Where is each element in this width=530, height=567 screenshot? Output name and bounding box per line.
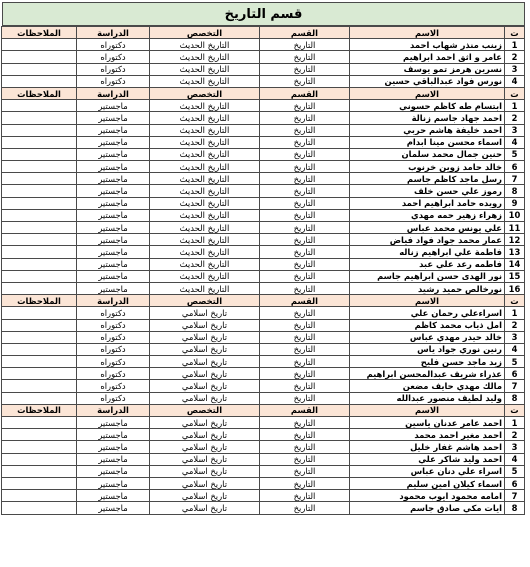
- cell-study[interactable]: ماجستير: [77, 185, 150, 197]
- header-dept: القسم: [260, 27, 350, 39]
- table-row: [2, 331, 525, 343]
- cell-department[interactable]: التاريخ: [260, 429, 350, 441]
- cell-study[interactable]: ماجستير: [77, 148, 150, 160]
- header-spec: التخصص: [150, 295, 260, 307]
- table-row: [2, 453, 525, 465]
- cell-study[interactable]: ماجستير: [77, 197, 150, 209]
- cell-study[interactable]: ماجستير: [77, 282, 150, 294]
- cell-notes[interactable]: [2, 161, 77, 173]
- cell-name[interactable]: احمد مغير احمد محمد: [350, 429, 505, 441]
- cell-number[interactable]: 16: [505, 282, 525, 294]
- cell-department[interactable]: التاريخ: [260, 209, 350, 221]
- cell-specialization[interactable]: التاريخ الحديث: [150, 209, 260, 221]
- cell-specialization[interactable]: تاريخ اسلامي: [150, 429, 260, 441]
- cell-notes[interactable]: [2, 453, 77, 465]
- cell-name[interactable]: زيد ماجد حسن فليح: [350, 356, 505, 368]
- table-row: [2, 234, 525, 246]
- cell-name[interactable]: امامه محمود ايوب محمود: [350, 490, 505, 502]
- cell-notes[interactable]: [2, 51, 77, 63]
- cell-study[interactable]: دكتوراه: [77, 392, 150, 404]
- cell-name[interactable]: حنين جمال محمد سلمان: [350, 148, 505, 160]
- cell-name[interactable]: مالك مهدي حايف مضعن: [350, 380, 505, 392]
- sheet-title: قسم التاريخ: [2, 2, 525, 26]
- cell-specialization[interactable]: التاريخ الحديث: [150, 258, 260, 270]
- cell-name[interactable]: عامر و اثق احمد ابراهيم: [350, 51, 505, 63]
- table-row: [2, 112, 525, 124]
- cell-name[interactable]: فاطمه رعد علي عبد: [350, 258, 505, 270]
- header-num: ت: [505, 404, 525, 416]
- cell-name[interactable]: احمد عامر عدنان ياسين: [350, 417, 505, 429]
- header-study: الدراسة: [77, 404, 150, 416]
- header-study: الدراسة: [77, 27, 150, 39]
- table-row: [2, 477, 525, 489]
- cell-specialization[interactable]: التاريخ الحديث: [150, 282, 260, 294]
- cell-number[interactable]: 7: [505, 380, 525, 392]
- header-name: الاسم: [350, 87, 505, 99]
- header-spec: التخصص: [150, 27, 260, 39]
- table-row: [2, 246, 525, 258]
- cell-department[interactable]: التاريخ: [260, 112, 350, 124]
- cell-number[interactable]: 1: [505, 39, 525, 51]
- table-row: [2, 124, 525, 136]
- cell-notes[interactable]: [2, 490, 77, 502]
- cell-notes[interactable]: [2, 307, 77, 319]
- cell-name[interactable]: احمد هاشم غفار خليل: [350, 441, 505, 453]
- cell-study[interactable]: ماجستير: [77, 502, 150, 514]
- cell-study[interactable]: ماجستير: [77, 161, 150, 173]
- cell-specialization[interactable]: تاريخ اسلامي: [150, 441, 260, 453]
- cell-specialization[interactable]: التاريخ الحديث: [150, 234, 260, 246]
- cell-department[interactable]: التاريخ: [260, 161, 350, 173]
- cell-department[interactable]: التاريخ: [260, 282, 350, 294]
- cell-notes[interactable]: [2, 477, 77, 489]
- cell-specialization[interactable]: تاريخ اسلامي: [150, 307, 260, 319]
- cell-name[interactable]: زينب منذر شهاب احمد: [350, 39, 505, 51]
- cell-name[interactable]: رموز علي حسن خلف: [350, 185, 505, 197]
- cell-number[interactable]: 13: [505, 246, 525, 258]
- cell-notes[interactable]: [2, 112, 77, 124]
- cell-notes[interactable]: [2, 343, 77, 355]
- cell-number[interactable]: 8: [505, 392, 525, 404]
- header-num: ت: [505, 295, 525, 307]
- table-row: [2, 209, 525, 221]
- cell-name[interactable]: اسماء محسن مينا ابدام: [350, 136, 505, 148]
- cell-notes[interactable]: [2, 148, 77, 160]
- cell-department[interactable]: التاريخ: [260, 185, 350, 197]
- cell-notes[interactable]: [2, 356, 77, 368]
- table-row: [2, 392, 525, 404]
- cell-department[interactable]: التاريخ: [260, 307, 350, 319]
- cell-study[interactable]: دكتوراه: [77, 39, 150, 51]
- table-row: [2, 465, 525, 477]
- cell-department[interactable]: التاريخ: [260, 417, 350, 429]
- cell-department[interactable]: التاريخ: [260, 124, 350, 136]
- cell-name[interactable]: اسماء كيلان امين سليم: [350, 477, 505, 489]
- cell-specialization[interactable]: التاريخ الحديث: [150, 136, 260, 148]
- table-row: [2, 197, 525, 209]
- cell-notes[interactable]: [2, 197, 77, 209]
- cell-number[interactable]: 6: [505, 368, 525, 380]
- cell-notes[interactable]: [2, 429, 77, 441]
- cell-number[interactable]: 5: [505, 465, 525, 477]
- cell-department[interactable]: التاريخ: [260, 100, 350, 112]
- cell-specialization[interactable]: التاريخ الحديث: [150, 173, 260, 185]
- header-dept: القسم: [260, 87, 350, 99]
- cell-name[interactable]: نورخالص حميد رشيد: [350, 282, 505, 294]
- cell-number[interactable]: 4: [505, 453, 525, 465]
- cell-number[interactable]: 6: [505, 477, 525, 489]
- cell-name[interactable]: رسل ماجد كاظم جاسم: [350, 173, 505, 185]
- cell-name[interactable]: نسرين هرمز تمو يوسف: [350, 63, 505, 75]
- cell-specialization[interactable]: التاريخ الحديث: [150, 100, 260, 112]
- cell-study[interactable]: ماجستير: [77, 477, 150, 489]
- cell-number[interactable]: 7: [505, 173, 525, 185]
- header-study: الدراسة: [77, 87, 150, 99]
- cell-specialization[interactable]: تاريخ اسلامي: [150, 343, 260, 355]
- cell-notes[interactable]: [2, 319, 77, 331]
- cell-study[interactable]: ماجستير: [77, 100, 150, 112]
- cell-department[interactable]: التاريخ: [260, 477, 350, 489]
- cell-number[interactable]: 5: [505, 148, 525, 160]
- section-header-row: [2, 87, 525, 99]
- cell-name[interactable]: رويده حامد ابراهيم احمد: [350, 197, 505, 209]
- cell-name[interactable]: ايات مكي صادق جاسم: [350, 502, 505, 514]
- header-spec: التخصص: [150, 87, 260, 99]
- table-row: [2, 51, 525, 63]
- cell-study[interactable]: ماجستير: [77, 234, 150, 246]
- cell-name[interactable]: اسراء علي دنان عباس: [350, 465, 505, 477]
- table-row: [2, 270, 525, 282]
- cell-name[interactable]: احمد وليد شاكر علي: [350, 453, 505, 465]
- header-study: الدراسة: [77, 295, 150, 307]
- cell-notes[interactable]: [2, 185, 77, 197]
- cell-name[interactable]: عمار محمد جواد فواد فياض: [350, 234, 505, 246]
- cell-department[interactable]: التاريخ: [260, 148, 350, 160]
- cell-department[interactable]: التاريخ: [260, 392, 350, 404]
- cell-name[interactable]: فاطمة علي ابراهيم زناله: [350, 246, 505, 258]
- header-name: الاسم: [350, 295, 505, 307]
- cell-study[interactable]: ماجستير: [77, 490, 150, 502]
- cell-specialization[interactable]: تاريخ اسلامي: [150, 331, 260, 343]
- cell-number[interactable]: 2: [505, 51, 525, 63]
- cell-specialization[interactable]: تاريخ اسلامي: [150, 490, 260, 502]
- cell-number[interactable]: 3: [505, 124, 525, 136]
- cell-department[interactable]: التاريخ: [260, 331, 350, 343]
- table-body: [2, 27, 525, 515]
- students-table: [1, 26, 525, 515]
- cell-specialization[interactable]: التاريخ الحديث: [150, 185, 260, 197]
- cell-name[interactable]: احمد خليفة هاشم حربي: [350, 124, 505, 136]
- table-row: [2, 258, 525, 270]
- cell-specialization[interactable]: التاريخ الحديث: [150, 63, 260, 75]
- header-notes: الملاحظات: [2, 295, 77, 307]
- cell-study[interactable]: دكتوراه: [77, 356, 150, 368]
- cell-number[interactable]: 4: [505, 75, 525, 87]
- cell-number[interactable]: 1: [505, 307, 525, 319]
- cell-department[interactable]: التاريخ: [260, 368, 350, 380]
- cell-number[interactable]: 2: [505, 112, 525, 124]
- cell-notes[interactable]: [2, 246, 77, 258]
- table-row: [2, 356, 525, 368]
- cell-name[interactable]: خالد حامد زوين خرنوب: [350, 161, 505, 173]
- cell-study[interactable]: دكتوراه: [77, 331, 150, 343]
- cell-specialization[interactable]: التاريخ الحديث: [150, 39, 260, 51]
- section-header-row: [2, 295, 525, 307]
- cell-number[interactable]: 3: [505, 331, 525, 343]
- table-row: [2, 148, 525, 160]
- cell-number[interactable]: 1: [505, 417, 525, 429]
- cell-notes[interactable]: [2, 380, 77, 392]
- cell-department[interactable]: التاريخ: [260, 490, 350, 502]
- cell-name[interactable]: وليد لطيف منصور عبدالله: [350, 392, 505, 404]
- cell-notes[interactable]: [2, 124, 77, 136]
- cell-number[interactable]: 7: [505, 490, 525, 502]
- table-row: [2, 490, 525, 502]
- table-row: [2, 441, 525, 453]
- cell-specialization[interactable]: التاريخ الحديث: [150, 75, 260, 87]
- cell-specialization[interactable]: التاريخ الحديث: [150, 112, 260, 124]
- header-num: ت: [505, 87, 525, 99]
- cell-specialization[interactable]: التاريخ الحديث: [150, 222, 260, 234]
- cell-department[interactable]: التاريخ: [260, 258, 350, 270]
- cell-department[interactable]: التاريخ: [260, 465, 350, 477]
- cell-number[interactable]: 11: [505, 222, 525, 234]
- cell-study[interactable]: دكتوراه: [77, 319, 150, 331]
- cell-number[interactable]: 6: [505, 161, 525, 173]
- table-row: [2, 100, 525, 112]
- cell-study[interactable]: دكتوراه: [77, 380, 150, 392]
- cell-study[interactable]: ماجستير: [77, 270, 150, 282]
- cell-department[interactable]: التاريخ: [260, 246, 350, 258]
- cell-notes[interactable]: [2, 75, 77, 87]
- cell-department[interactable]: التاريخ: [260, 441, 350, 453]
- cell-number[interactable]: 9: [505, 197, 525, 209]
- section-header-row: [2, 404, 525, 416]
- table-row: [2, 429, 525, 441]
- cell-study[interactable]: ماجستير: [77, 136, 150, 148]
- header-spec: التخصص: [150, 404, 260, 416]
- header-notes: الملاحظات: [2, 27, 77, 39]
- cell-department[interactable]: التاريخ: [260, 319, 350, 331]
- cell-study[interactable]: دكتوراه: [77, 51, 150, 63]
- cell-name[interactable]: عذراء شريف عبدالمحسن ابراهيم: [350, 368, 505, 380]
- header-dept: القسم: [260, 295, 350, 307]
- cell-number[interactable]: 14: [505, 258, 525, 270]
- cell-department[interactable]: التاريخ: [260, 136, 350, 148]
- cell-department[interactable]: التاريخ: [260, 453, 350, 465]
- cell-notes[interactable]: [2, 136, 77, 148]
- table-row: [2, 136, 525, 148]
- table-row: [2, 368, 525, 380]
- cell-department[interactable]: التاريخ: [260, 39, 350, 51]
- cell-number[interactable]: 15: [505, 270, 525, 282]
- cell-department[interactable]: التاريخ: [260, 63, 350, 75]
- cell-specialization[interactable]: التاريخ الحديث: [150, 270, 260, 282]
- cell-notes[interactable]: [2, 222, 77, 234]
- spreadsheet: [2, 2, 525, 515]
- cell-notes[interactable]: [2, 331, 77, 343]
- cell-specialization[interactable]: التاريخ الحديث: [150, 161, 260, 173]
- cell-specialization[interactable]: تاريخ اسلامي: [150, 477, 260, 489]
- table-row: [2, 502, 525, 514]
- cell-number[interactable]: 3: [505, 63, 525, 75]
- cell-name[interactable]: علي يونس محمد عباس: [350, 222, 505, 234]
- header-notes: الملاحظات: [2, 87, 77, 99]
- cell-study[interactable]: ماجستير: [77, 209, 150, 221]
- cell-department[interactable]: التاريخ: [260, 356, 350, 368]
- cell-department[interactable]: التاريخ: [260, 380, 350, 392]
- cell-study[interactable]: ماجستير: [77, 429, 150, 441]
- cell-number[interactable]: 12: [505, 234, 525, 246]
- cell-notes[interactable]: [2, 173, 77, 185]
- cell-specialization[interactable]: التاريخ الحديث: [150, 197, 260, 209]
- cell-number[interactable]: 4: [505, 343, 525, 355]
- cell-notes[interactable]: [2, 368, 77, 380]
- cell-specialization[interactable]: التاريخ الحديث: [150, 148, 260, 160]
- cell-study[interactable]: ماجستير: [77, 112, 150, 124]
- cell-notes[interactable]: [2, 258, 77, 270]
- cell-department[interactable]: التاريخ: [260, 75, 350, 87]
- cell-study[interactable]: ماجستير: [77, 441, 150, 453]
- cell-number[interactable]: 5: [505, 356, 525, 368]
- cell-name[interactable]: زهراء زهير حمه مهدي: [350, 209, 505, 221]
- cell-study[interactable]: دكتوراه: [77, 63, 150, 75]
- table-row: [2, 222, 525, 234]
- cell-notes[interactable]: [2, 209, 77, 221]
- cell-notes[interactable]: [2, 392, 77, 404]
- cell-notes[interactable]: [2, 39, 77, 51]
- table-row: [2, 307, 525, 319]
- cell-department[interactable]: التاريخ: [260, 234, 350, 246]
- cell-name[interactable]: امل ذياب محمد كاظم: [350, 319, 505, 331]
- cell-notes[interactable]: [2, 270, 77, 282]
- section-header-row: [2, 27, 525, 39]
- cell-department[interactable]: التاريخ: [260, 197, 350, 209]
- cell-specialization[interactable]: التاريخ الحديث: [150, 124, 260, 136]
- cell-study[interactable]: دكتوراه: [77, 307, 150, 319]
- cell-specialization[interactable]: التاريخ الحديث: [150, 246, 260, 258]
- cell-notes[interactable]: [2, 502, 77, 514]
- cell-study[interactable]: ماجستير: [77, 246, 150, 258]
- table-row: [2, 39, 525, 51]
- cell-number[interactable]: 10: [505, 209, 525, 221]
- header-name: الاسم: [350, 404, 505, 416]
- cell-study[interactable]: ماجستير: [77, 124, 150, 136]
- cell-study[interactable]: ماجستير: [77, 453, 150, 465]
- table-row: [2, 343, 525, 355]
- header-num: ت: [505, 27, 525, 39]
- cell-study[interactable]: دكتوراه: [77, 75, 150, 87]
- cell-specialization[interactable]: تاريخ اسلامي: [150, 356, 260, 368]
- cell-number[interactable]: 8: [505, 185, 525, 197]
- cell-specialization[interactable]: تاريخ اسلامي: [150, 368, 260, 380]
- cell-study[interactable]: ماجستير: [77, 465, 150, 477]
- cell-notes[interactable]: [2, 234, 77, 246]
- cell-department[interactable]: التاريخ: [260, 343, 350, 355]
- cell-notes[interactable]: [2, 100, 77, 112]
- header-name: الاسم: [350, 27, 505, 39]
- cell-study[interactable]: دكتوراه: [77, 368, 150, 380]
- cell-notes[interactable]: [2, 282, 77, 294]
- cell-department[interactable]: التاريخ: [260, 222, 350, 234]
- table-row: [2, 63, 525, 75]
- header-dept: القسم: [260, 404, 350, 416]
- cell-number[interactable]: 2: [505, 319, 525, 331]
- cell-name[interactable]: نورس فواد عبدالباقي حسين: [350, 75, 505, 87]
- table-row: [2, 173, 525, 185]
- cell-study[interactable]: ماجستير: [77, 417, 150, 429]
- cell-number[interactable]: 2: [505, 429, 525, 441]
- cell-specialization[interactable]: تاريخ اسلامي: [150, 319, 260, 331]
- cell-specialization[interactable]: تاريخ اسلامي: [150, 392, 260, 404]
- cell-name[interactable]: احمد جهاد جاسم زنالة: [350, 112, 505, 124]
- table-row: [2, 75, 525, 87]
- header-notes: الملاحظات: [2, 404, 77, 416]
- cell-name[interactable]: رنين نوري جواد ياس: [350, 343, 505, 355]
- cell-department[interactable]: التاريخ: [260, 173, 350, 185]
- cell-study[interactable]: ماجستير: [77, 173, 150, 185]
- cell-name[interactable]: ابتسام طه كاظم حسوني: [350, 100, 505, 112]
- cell-number[interactable]: 3: [505, 441, 525, 453]
- cell-department[interactable]: التاريخ: [260, 51, 350, 63]
- cell-study[interactable]: ماجستير: [77, 258, 150, 270]
- cell-number[interactable]: 8: [505, 502, 525, 514]
- cell-number[interactable]: 1: [505, 100, 525, 112]
- table-row: [2, 161, 525, 173]
- cell-name[interactable]: خالد حيدر مهدي عباس: [350, 331, 505, 343]
- cell-notes[interactable]: [2, 417, 77, 429]
- table-row: [2, 417, 525, 429]
- cell-notes[interactable]: [2, 63, 77, 75]
- cell-department[interactable]: التاريخ: [260, 270, 350, 282]
- cell-notes[interactable]: [2, 441, 77, 453]
- cell-study[interactable]: ماجستير: [77, 222, 150, 234]
- cell-name[interactable]: اسراءعلي رحمان علي: [350, 307, 505, 319]
- table-row: [2, 282, 525, 294]
- table-row: [2, 185, 525, 197]
- cell-specialization[interactable]: تاريخ اسلامي: [150, 380, 260, 392]
- cell-notes[interactable]: [2, 465, 77, 477]
- cell-number[interactable]: 4: [505, 136, 525, 148]
- table-row: [2, 319, 525, 331]
- cell-department[interactable]: التاريخ: [260, 502, 350, 514]
- cell-name[interactable]: نور الهدى حسن ابراهيم جاسم: [350, 270, 505, 282]
- cell-specialization[interactable]: تاريخ اسلامي: [150, 453, 260, 465]
- cell-study[interactable]: دكتوراه: [77, 343, 150, 355]
- cell-specialization[interactable]: تاريخ اسلامي: [150, 465, 260, 477]
- table-row: [2, 380, 525, 392]
- cell-specialization[interactable]: تاريخ اسلامي: [150, 417, 260, 429]
- cell-specialization[interactable]: تاريخ اسلامي: [150, 502, 260, 514]
- cell-specialization[interactable]: التاريخ الحديث: [150, 51, 260, 63]
